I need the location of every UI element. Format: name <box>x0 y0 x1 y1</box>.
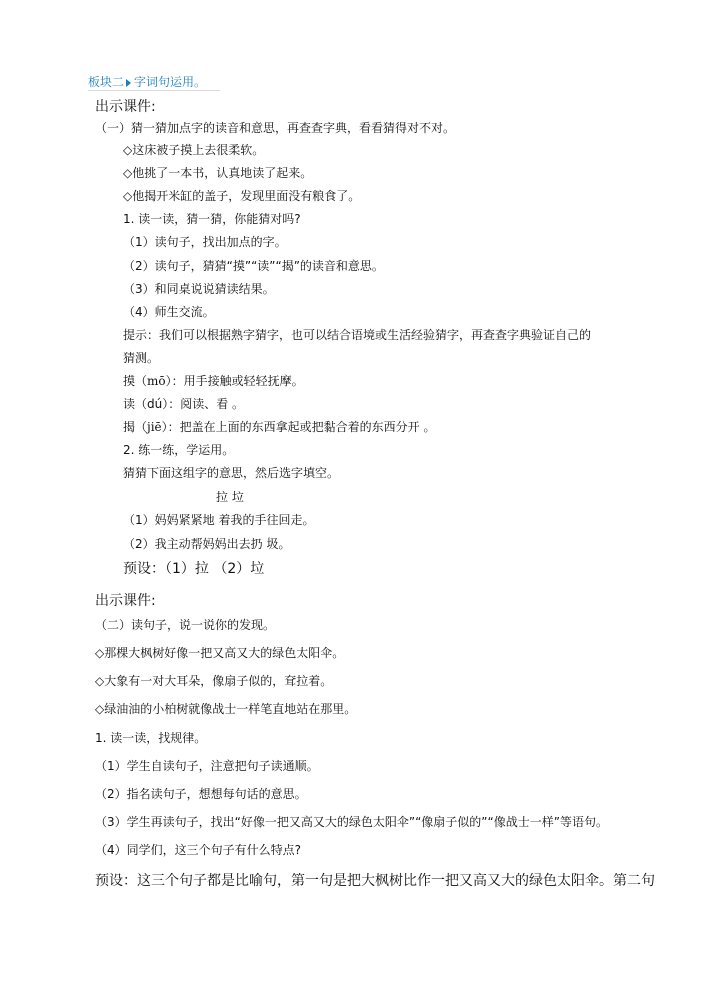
definition: 揭（jiē）：把盖在上面的东西拿起或把黏合着的东西分开 。 <box>123 420 436 434</box>
instruction: 猜猜下面这组字的意思，然后选字填空。 <box>123 466 340 480</box>
step-heading: 1. 读一读，猜一猜，你能猜对吗? <box>123 212 301 226</box>
section-heading <box>88 74 206 90</box>
sub-step: （4）师生交流。 <box>123 305 215 319</box>
example-sentence: ◇绿油油的小柏树就像战士一样笔直地站在那里。 <box>95 702 357 716</box>
part1-heading: （一）猜一猜加点字的读音和意思，再查查字典，看看猜得对不对。 <box>95 121 456 135</box>
definition: 摸（mō）：用手接触或轻轻抚摩。 <box>123 374 304 388</box>
arrow-icon <box>126 79 131 87</box>
character-choices: 拉 垃 <box>216 490 244 504</box>
step-heading: 1. 读一读，找规律。 <box>95 731 207 745</box>
sub-step: （3）学生再读句子，找出“好像一把又高又大的绿色太阳伞”“像扇子似的”“像战士一样”等语句。 <box>95 815 608 829</box>
step-heading: 2. 练一练，学运用。 <box>123 443 235 457</box>
section-title: 字词句运用。 <box>134 75 207 89</box>
sub-step: （1）学生自读句子，注意把句子读通顺。 <box>95 759 319 773</box>
show-courseware-label-2: 出示课件: <box>95 593 156 609</box>
fill-blank-sentence: （1）妈妈紧紧地 着我的手往回走。 <box>123 513 315 527</box>
tip-text: 提示：我们可以根据熟字猜字，也可以结合语境或生活经验猜字，再查查字典验证自己的 <box>123 328 592 342</box>
definition: 读（dú）：阅读、看 。 <box>123 397 245 411</box>
tip-text: 猜测。 <box>123 351 160 365</box>
preset-answer: 预设：这三个句子都是比喻句，第一句是把大枫树比作一把又高又大的绿色太阳伞。第二句 <box>95 873 655 889</box>
sub-step: （4）同学们，这三个句子有什么特点? <box>95 843 302 857</box>
example-sentence: ◇他揭开米缸的盖子，发现里面没有粮食了。 <box>123 189 361 203</box>
section-tag: 板块二 <box>88 75 125 89</box>
part2-heading: （二）读句子，说一说你的发现。 <box>95 618 276 632</box>
preset-answer: 预设：（1）拉 （2）垃 <box>123 561 265 577</box>
section-divider <box>88 90 220 91</box>
example-sentence: ◇这床被子摸上去很柔软。 <box>123 143 265 157</box>
example-sentence: ◇大象有一对大耳朵，像扇子似的，耷拉着。 <box>95 674 333 688</box>
show-courseware-label-1: 出示课件: <box>95 99 156 115</box>
sub-step: （1）读句子，找出加点的字。 <box>123 235 287 249</box>
sub-step: （2）读句子，猜猜“摸”“读”“揭”的读音和意思。 <box>123 259 384 273</box>
example-sentence: ◇那棵大枫树好像一把又高又大的绿色太阳伞。 <box>95 646 345 660</box>
sub-step: （2）指名读句子，想想每句话的意思。 <box>95 787 307 801</box>
fill-blank-sentence: （2）我主动帮妈妈出去扔 圾。 <box>123 537 291 551</box>
example-sentence: ◇他挑了一本书，认真地读了起来。 <box>123 166 313 180</box>
sub-step: （3）和同桌说说猜读结果。 <box>123 282 275 296</box>
